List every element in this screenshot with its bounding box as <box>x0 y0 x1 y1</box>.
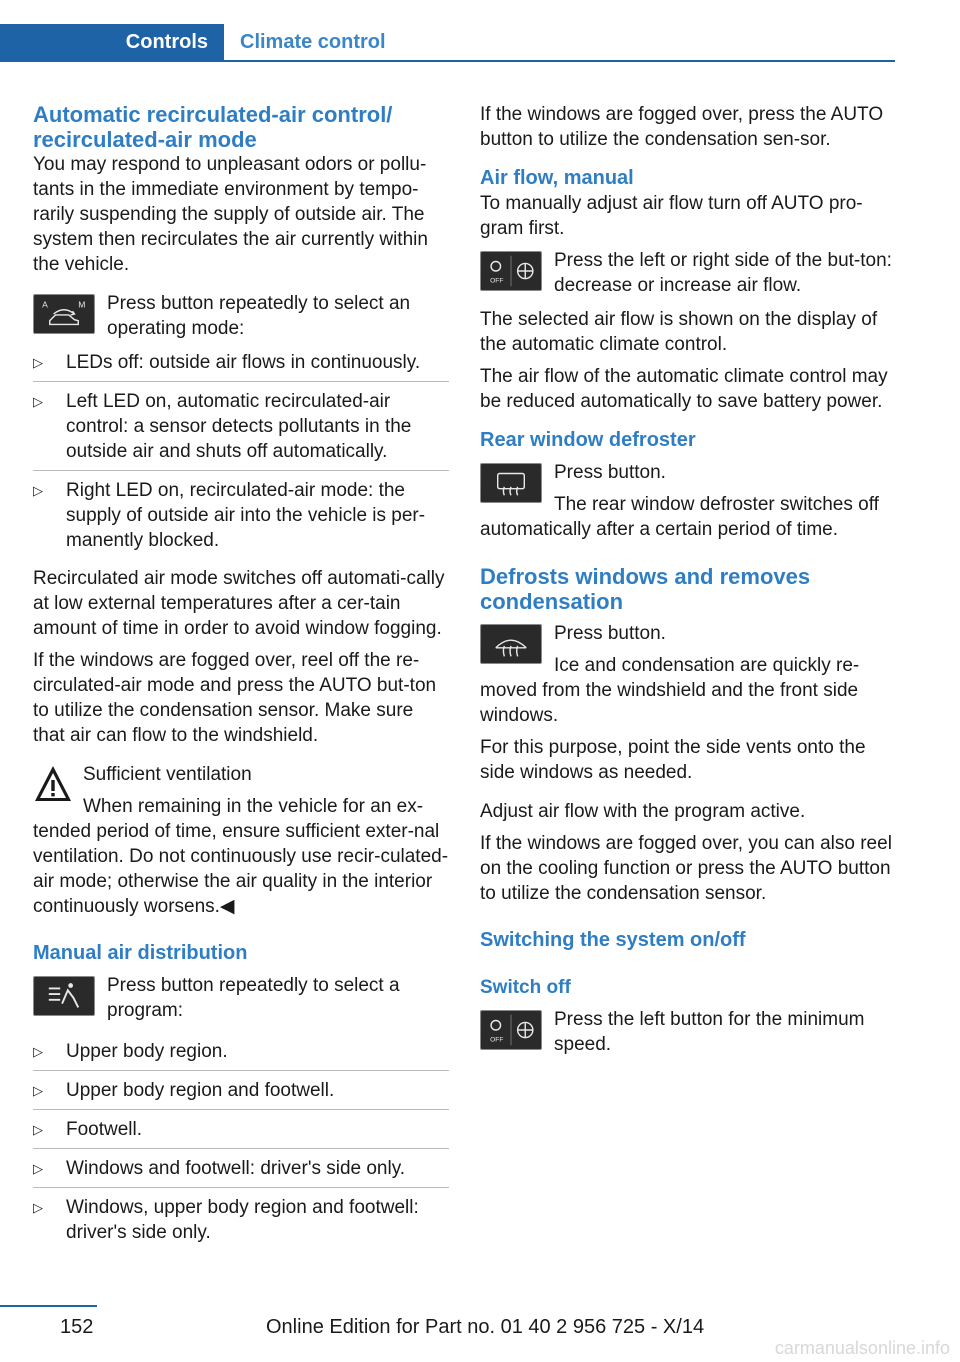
svg-text:OFF: OFF <box>490 277 504 285</box>
paragraph-airflow-battery: The air flow of the automatic climate control may be reduced automatically to save battery power. <box>480 366 888 412</box>
rear-defrost-button-icon <box>480 463 542 503</box>
rear-defrost-press: Press button. <box>554 462 666 483</box>
watermark: carmanualsonline.info <box>774 1338 950 1358</box>
warning-triangle-icon <box>33 764 73 804</box>
fan-button-text: Press the left or right side of the but-ton: decrease or increase air flow. <box>554 250 892 296</box>
switch-off-button-row <box>480 1007 898 1059</box>
paragraph-adjust-airflow: Adjust air flow with the program active. <box>480 801 806 822</box>
heading-manual-air-distribution: Manual air distribution <box>33 942 248 964</box>
air-distribution-button-row <box>33 973 449 1025</box>
page-number: 152 <box>60 1316 94 1338</box>
paragraph-recirc-intro: You may respond to unpleasant odors or pollu-tants in the immediate environment by tempo-rarily suspending the supply of outside air. The system then recirculates the air currently within the vehicle. <box>33 154 428 275</box>
list-item: ▷ Right LED on, recirculated-air mode: the supply of outside air into the vehicle is per-manently blocked. <box>33 480 426 551</box>
section-tab-climate-control[interactable]: Climate control <box>240 31 386 53</box>
heading-defrost-windows: Defrosts windows and removes condensation <box>480 564 811 614</box>
edition-text: Online Edition for Part no. 01 40 2 956 725 - X/14 <box>266 1316 705 1338</box>
recirc-button-text: Press button repeatedly to select an operating mode: <box>107 293 411 339</box>
svg-text:A: A <box>42 299 48 310</box>
list-item: ▷ Left LED on, automatic recirculated-air control: a sensor detects pollutants in the outside air and shuts off automatically. <box>33 389 449 471</box>
fan-button-icon <box>480 251 542 291</box>
page-header <box>0 24 895 62</box>
svg-text:OFF: OFF <box>490 1036 504 1044</box>
bullet-triangle-icon: ▷ <box>33 394 43 409</box>
list-item: ▷ Windows and footwell: driver's side only. <box>33 1156 449 1188</box>
fan-button-icon <box>480 1010 542 1050</box>
rear-defrost-text: The rear window defroster switches off automatically after a certain period of time. <box>480 494 879 540</box>
section-tab-controls[interactable]: Controls <box>0 24 224 61</box>
windshield-defrost-button-row <box>480 621 898 728</box>
left-column <box>33 102 449 1258</box>
windshield-defrost-text: Ice and condensation are quickly re-moved from the windshield and the front side windows. <box>480 655 860 726</box>
recirculation-button-icon <box>33 294 95 334</box>
footer-rule <box>0 1305 97 1307</box>
fan-button-row <box>480 248 898 300</box>
bullet-triangle-icon: ▷ <box>33 483 43 498</box>
heading-switching-system: Switching the system on/off <box>480 929 746 951</box>
warning-text: When remaining in the vehicle for an ex-tended period of time, ensure sufficient exter-nal ventilation. Do not continuously use recir-culated-air mode; otherwise the air quality in the interior continuously worsens.◀ <box>33 796 449 917</box>
paragraph-cooling: If the windows are fogged over, you can also reel on the cooling function or press the AUTO button to utilize the condensation sensor. <box>480 833 892 904</box>
warning-title: Sufficient ventilation <box>83 764 252 785</box>
switch-off-text: Press the left button for the minimum speed. <box>554 1009 865 1055</box>
heading-rear-window-defroster: Rear window defroster <box>480 429 696 451</box>
air-distribution-button-text: Press button repeatedly to select a program: <box>107 975 400 1021</box>
air-distribution-program-list <box>33 1039 449 1251</box>
list-item: ▷ Upper body region. <box>33 1039 449 1071</box>
paragraph-side-vents: For this purpose, point the side vents onto the side windows as needed. <box>480 737 866 783</box>
paragraph-recirc-switch-off: Recirculated air mode switches off automati-cally at low external temperatures after a cer-tain amount of time in order to avoid window fogging. <box>33 568 445 639</box>
paragraph-airflow-display: The selected air flow is shown on the display of the automatic climate control. <box>480 309 878 355</box>
recirc-button-row <box>33 291 449 343</box>
air-distribution-button-icon <box>33 976 95 1016</box>
heading-switch-off: Switch off <box>480 977 571 998</box>
windshield-defrost-press: Press button. <box>554 623 666 644</box>
paragraph-fogged-auto: If the windows are fogged over, press the AUTO button to utilize the condensation sen-sor. <box>480 104 884 150</box>
bullet-triangle-icon: ▷ <box>33 1044 43 1059</box>
list-item: ▷ Windows, upper body region and footwell: driver's side only. <box>33 1197 419 1243</box>
windshield-defrost-button-icon <box>480 624 542 664</box>
heading-recirculated-air: Automatic recirculated-air control/ recirculated-air mode <box>33 102 393 152</box>
list-item: ▷ Upper body region and footwell. <box>33 1078 449 1110</box>
paragraph-airflow-intro: To manually adjust air flow turn off AUTO pro-gram first. <box>480 193 863 239</box>
bullet-triangle-icon: ▷ <box>33 355 43 370</box>
bullet-triangle-icon: ▷ <box>33 1122 43 1137</box>
list-item: ▷ LEDs off: outside air flows in continuously. <box>33 350 449 382</box>
rear-defrost-button-row <box>480 460 898 542</box>
bullet-triangle-icon: ▷ <box>33 1083 43 1098</box>
heading-air-flow-manual: Air flow, manual <box>480 167 634 189</box>
recirc-mode-list <box>33 350 449 559</box>
list-item: ▷ Footwell. <box>33 1117 449 1149</box>
right-column <box>480 102 898 1059</box>
bullet-triangle-icon: ▷ <box>33 1161 43 1176</box>
warning-notice <box>33 762 449 919</box>
paragraph-recirc-fogged: If the windows are fogged over, reel off the re-circulated-air mode and press the AUTO but-ton to utilize the condensation sensor. Make sure that air can flow to the windshield. <box>33 650 437 746</box>
svg-text:M: M <box>78 299 86 310</box>
bullet-triangle-icon: ▷ <box>33 1200 43 1215</box>
